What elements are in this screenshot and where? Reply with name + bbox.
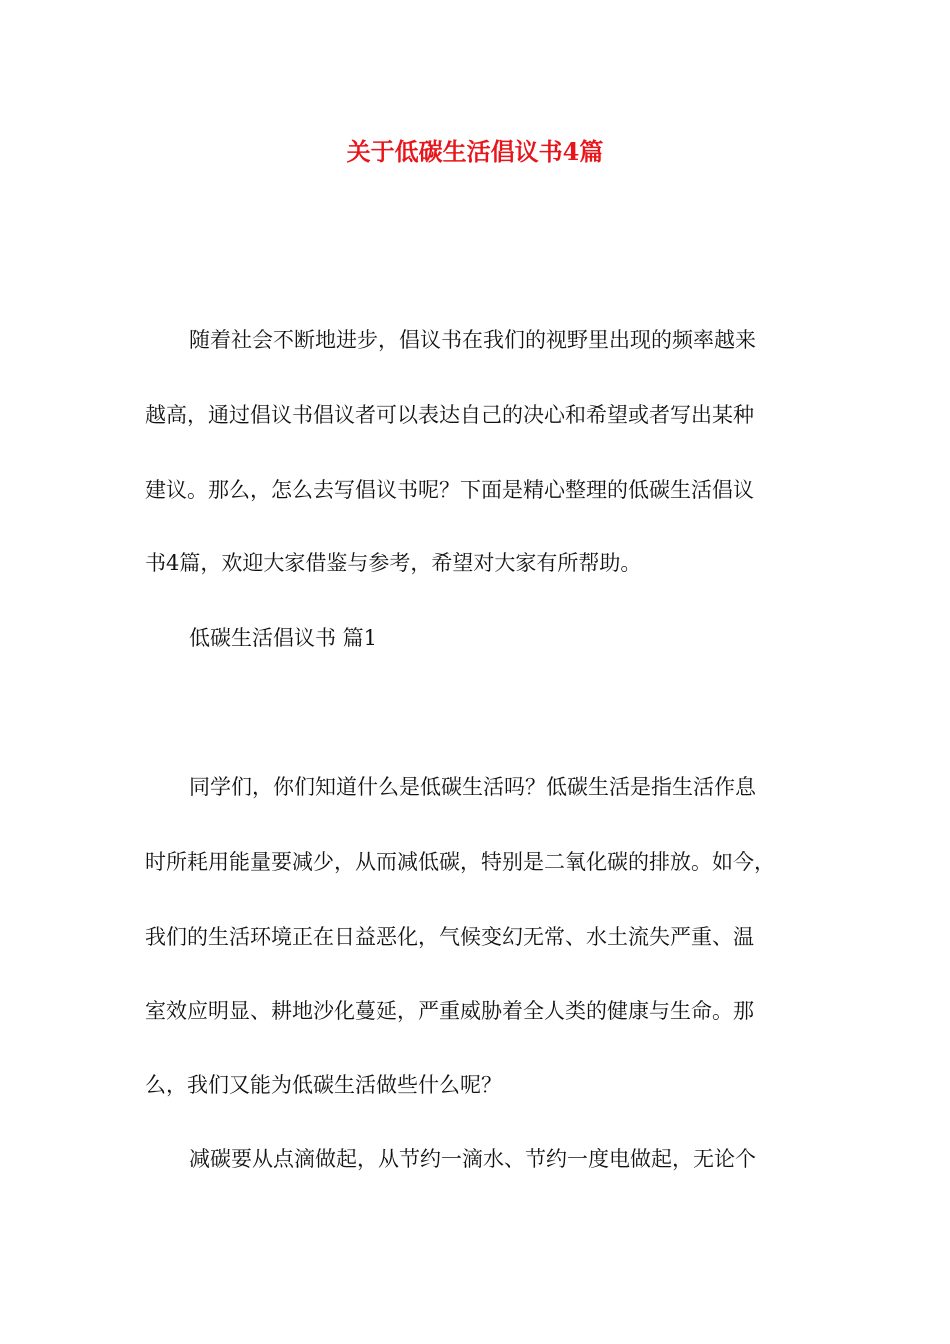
- para1-line-1: 同学们，你们知道什么是低碳生活吗？低碳生活是指生活作息: [189, 775, 756, 799]
- intro-line-4: 书4篇，欢迎大家借鉴与参考，希望对大家有所帮助。: [145, 551, 642, 575]
- para1-line-4: 室效应明显、耕地沙化蔓延，严重威胁着全人类的健康与生命。那: [145, 999, 754, 1023]
- section-heading: 低碳生活倡议书 篇1: [189, 626, 378, 650]
- intro-line-1: 随着社会不断地进步，倡议书在我们的视野里出现的频率越来: [189, 328, 756, 352]
- document-title: 关于低碳生活倡议书4篇: [346, 137, 604, 166]
- para2-line-1: 减碳要从点滴做起，从节约一滴水、节约一度电做起，无论个: [189, 1147, 756, 1171]
- intro-line-2: 越高，通过倡议书倡议者可以表达自己的决心和希望或者写出某种: [145, 403, 754, 427]
- para1-line-3: 我们的生活环境正在日益恶化，气候变幻无常、水土流失严重、温: [145, 925, 754, 949]
- para1-line-2: 时所耗用能量要减少，从而减低碳，特别是二氧化碳的排放。如今，: [145, 850, 775, 874]
- para1-line-5: 么，我们又能为低碳生活做些什么呢？: [145, 1073, 502, 1097]
- intro-line-3: 建议。那么，怎么去写倡议书呢？下面是精心整理的低碳生活倡议: [145, 478, 754, 502]
